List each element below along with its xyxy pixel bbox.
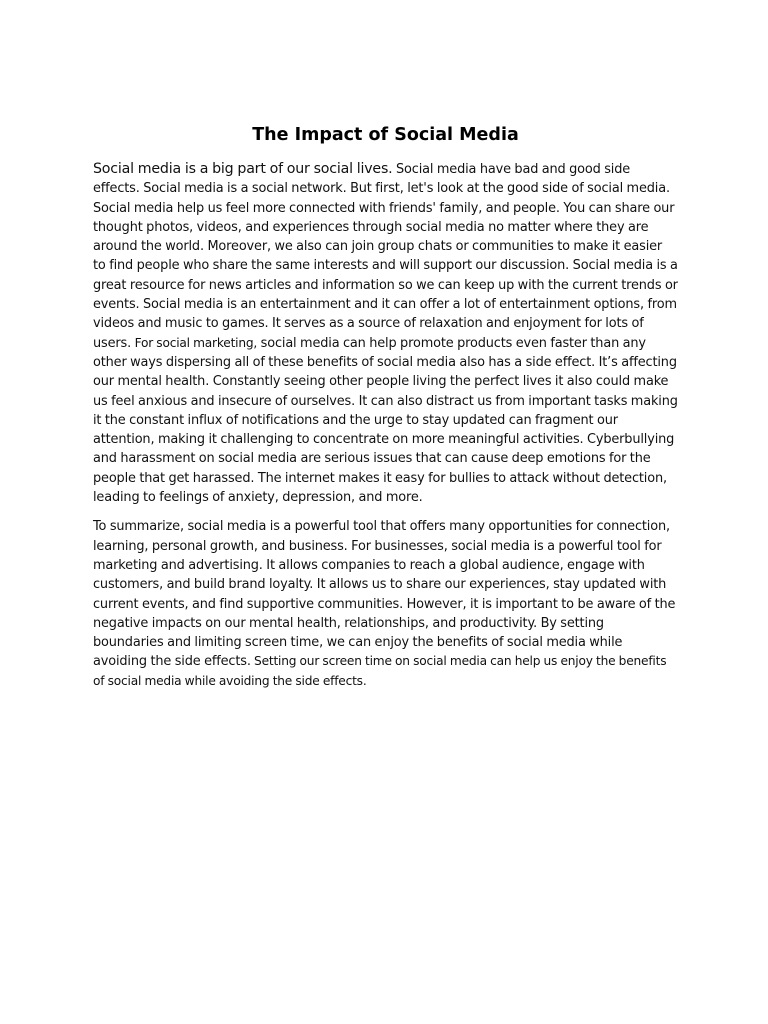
paragraph-2 [93,517,678,691]
paragraph-1-lead: Social media is a big part of our social lives. [93,161,393,177]
paragraph-1-small-run: For social marketing, [134,335,258,350]
paragraph-1-body-end: social media can help promote products even faster than any other ways dispersing all of these benefits of social media also has a side effect. It’s affecting our mental health. Constantly seeing other people living the perfect lives it also could make us feel anxious and insecure of ourselves. It can also distract us from important tasks making it the constant influx of notifications and the urge to stay updated can fragment our attention, making it challenging to concentrate on more meaningful activities. Cyberbullying and harassment on social media are serious issues that can cause deep emotions for the people that get harassed. The internet makes it easy for bullies to attack without detection, leading to feelings of anxiety, depression, and more. [93,335,678,506]
paragraph-1 [93,160,678,507]
paragraph-2-small-run: Setting our screen time on social media can help us enjoy the benefits of social media while avoiding the side effects. [93,654,667,688]
paragraph-1-body: Social media have bad and good side effects. Social media is a social network. But first, let's look at the good side of social media. Social media help us feel more connected with friends' family, and people. You can share our thought photos, videos, and experiences through social media no matter where they are around the world. Moreover, we also can join group chats or communities to make it easier to find people who share the same interests and will support our discussion. Social media is a great resource for news articles and information so we can keep up with the current trends or events. Social media is an entertainment and it can offer a lot of entertainment options, from videos and music to games. It serves as a source of relaxation and enjoyment for lots of users. [93,162,678,351]
document-title: The Impact of Social Media [252,125,519,145]
document-body [93,122,678,691]
paragraph-2-body: To summarize, social media is a powerful tool that offers many opportunities for connection, learning, personal growth, and business. For businesses, social media is a powerful tool for marketing and advertising. It allows companies to reach a global audience, engage with customers, and build brand loyalty. It allows us to share our experiences, stay updated with current events, and find supportive communities. However, it is important to be aware of the negative impacts on our mental health, relationships, and productivity. By setting boundaries and limiting screen time, we can enjoy the benefits of social media while avoiding the side effects. [93,519,676,670]
